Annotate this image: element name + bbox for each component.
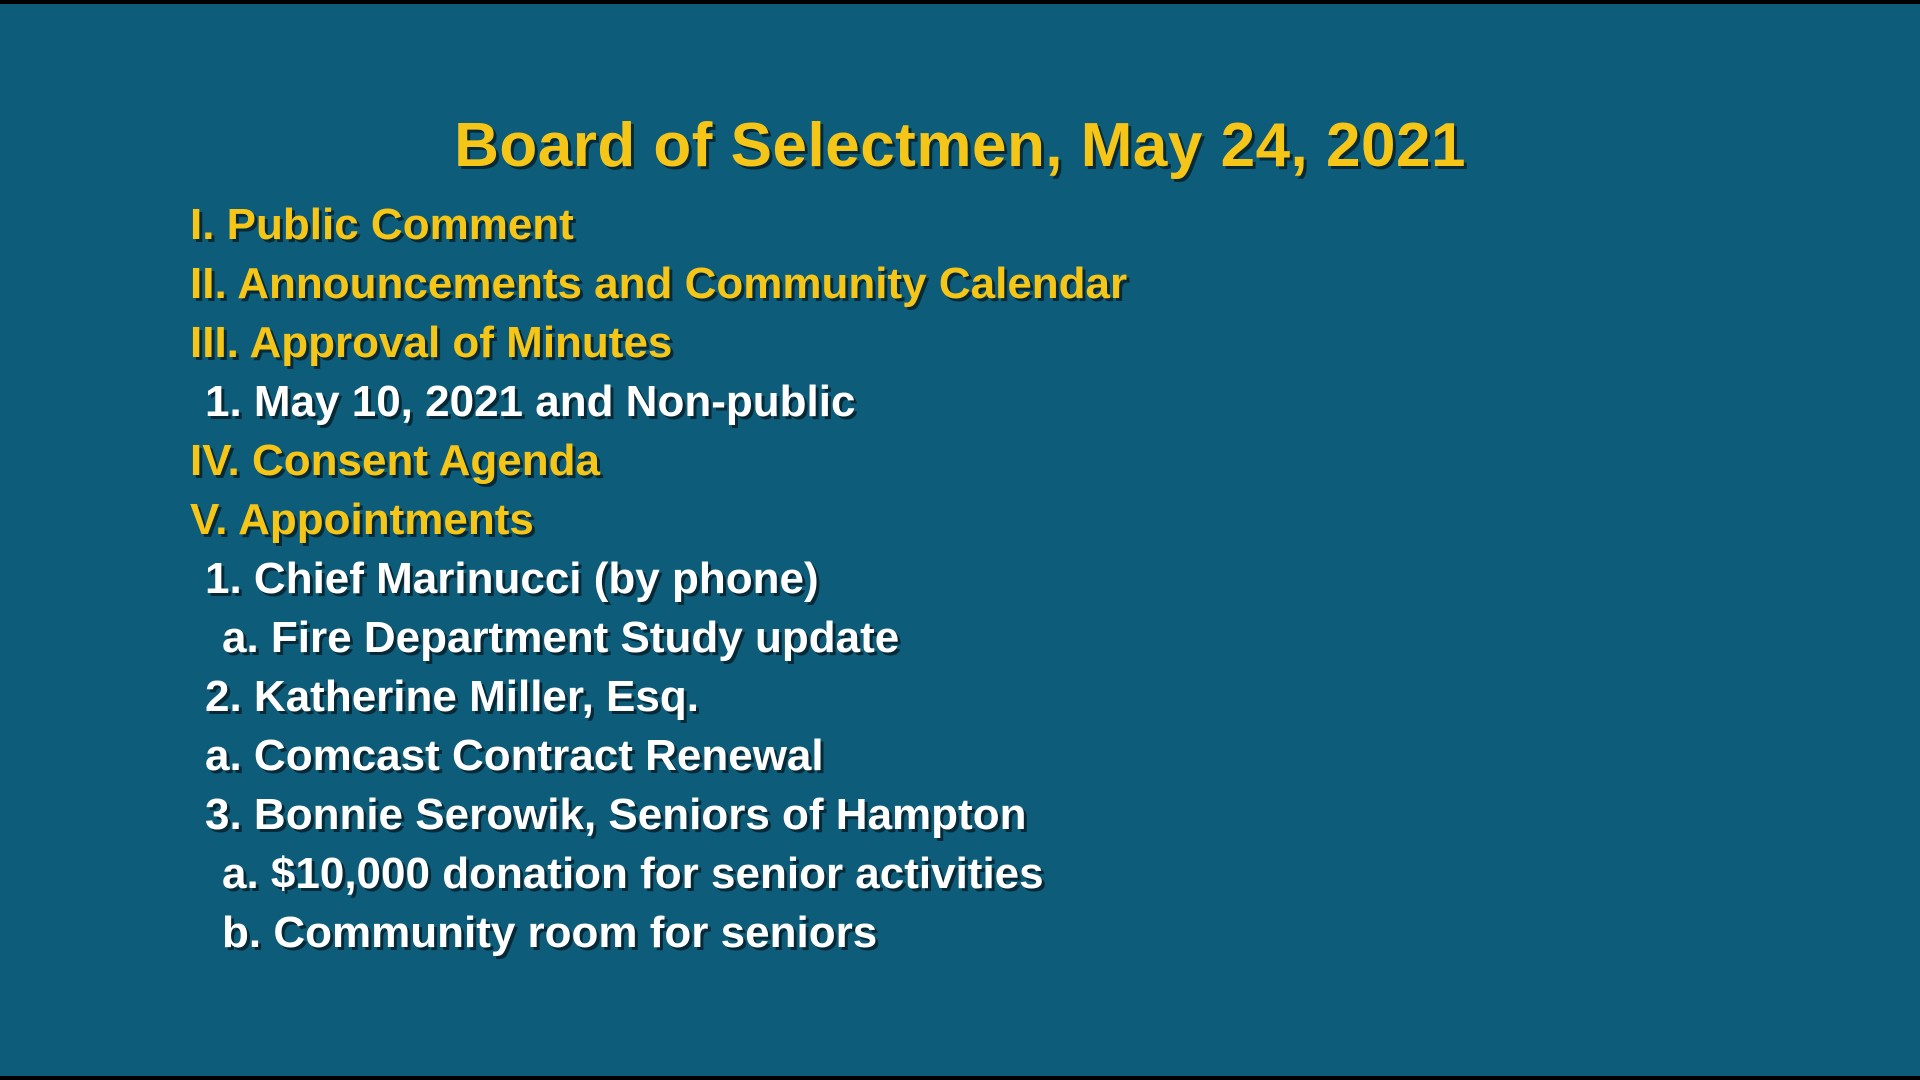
- agenda-item: b. Community room for seniors: [222, 908, 878, 957]
- agenda-list: [190, 195, 1790, 962]
- agenda-item: a. Comcast Contract Renewal: [205, 731, 824, 780]
- agenda-item: III. Approval of Minutes: [190, 318, 673, 367]
- agenda-item: IV. Consent Agenda: [190, 436, 600, 485]
- letterbox-bottom: [0, 1076, 1920, 1080]
- letterbox-top: [0, 0, 1920, 4]
- agenda-item: 3. Bonnie Serowik, Seniors of Hampton: [205, 790, 1027, 839]
- agenda-item: V. Appointments: [190, 495, 534, 544]
- page-title: Board of Selectmen, May 24, 2021: [454, 111, 1466, 180]
- agenda-item: I. Public Comment: [190, 200, 574, 249]
- agenda-item: 1. May 10, 2021 and Non-public: [205, 377, 856, 426]
- agenda-item: II. Announcements and Community Calendar: [190, 259, 1128, 308]
- agenda-item: a. Fire Department Study update: [222, 613, 900, 662]
- agenda-item: 1. Chief Marinucci (by phone): [205, 554, 819, 603]
- agenda-item: 2. Katherine Miller, Esq.: [205, 672, 699, 721]
- agenda-item: a. $10,000 donation for senior activities: [222, 849, 1044, 898]
